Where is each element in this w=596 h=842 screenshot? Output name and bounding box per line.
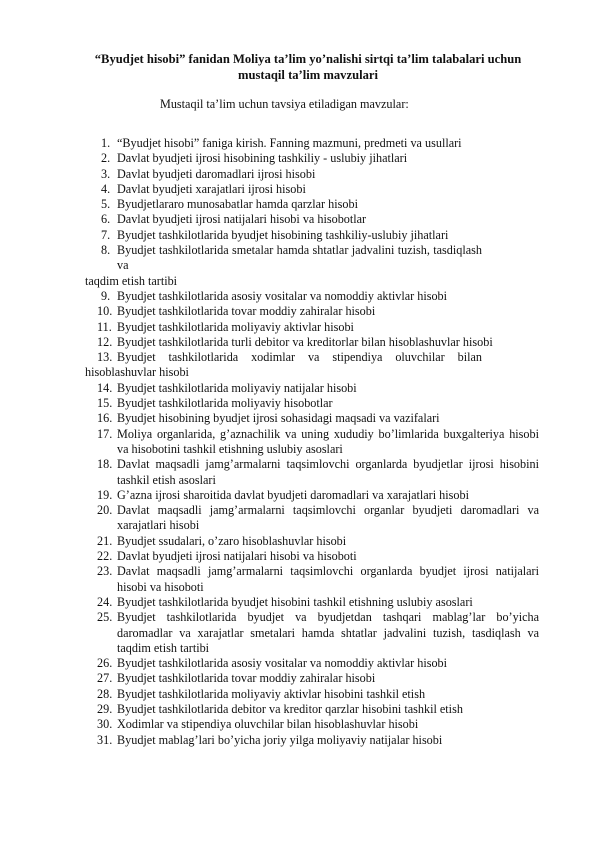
list-item-text: Byudjet tashkilotlarida debitor va kreditor qarzlar hisobini tashkil etish <box>117 701 463 716</box>
list-item-number: 18. <box>97 457 113 472</box>
list-item-number: 21. <box>97 533 113 548</box>
list-item <box>0 702 596 717</box>
list-item-text: Davlat byudjeti xarajatlari ijrosi hisobi <box>117 181 306 196</box>
list-item-number: 2. <box>101 151 111 166</box>
list-item-number: 30. <box>97 717 113 732</box>
list-item-number: 26. <box>97 656 113 671</box>
list-item-number: 16. <box>97 411 113 426</box>
list-item-text: Byudjet tashkilotlarida moliyaviy natijalar hisobi <box>117 380 357 395</box>
list-item-number: 22. <box>97 549 113 564</box>
list-item-number: 11. <box>97 319 112 334</box>
list-item-text: Moliya organlarida, g’aznachilik va uning xududiy bo’limlarida buxgalteriya hisobi va hisobotini tashkil etishning uslubiy asoslari <box>117 426 539 456</box>
list-item-number: 12. <box>97 334 113 349</box>
list-item-text: Davlat maqsadli jamg’armalarni taqsimlovchi organlar byudjeti daromadlari va xarajatlari hisobi <box>117 503 539 533</box>
topic-list <box>0 136 596 748</box>
list-item <box>0 289 596 304</box>
list-item-number: 5. <box>101 197 111 212</box>
list-item-text: Davlat maqsadli jamg’armalarni taqsimlovchi organlarda byudjet ijrosi natijalari hisobi va hisoboti <box>117 564 539 594</box>
list-item-text: Byudjet tashkilotlarida moliyaviy aktivlar hisobi <box>117 319 354 334</box>
list-item-text: Byudjet tashkilotlarida smetalar hamda shtatlar jadvalini tuzish, tasdiqlash va <box>117 243 482 273</box>
list-item <box>0 304 596 319</box>
list-item <box>0 212 596 227</box>
list-item <box>0 656 596 671</box>
list-item <box>0 335 596 350</box>
list-item <box>0 733 596 748</box>
list-item-text: Byudjet tashkilotlarida tovar moddiy zahiralar hisobi <box>117 304 376 319</box>
list-item-text: Byudjet tashkilotlarida xodimlar va stipendiya oluvchilar bilan <box>117 350 482 365</box>
list-item-number: 31. <box>97 732 113 747</box>
list-item-number: 13. <box>97 350 113 365</box>
list-item-number: 24. <box>97 594 113 609</box>
list-item-text: “Byudjet hisobi” faniga kirish. Fanning mazmuni, predmeti va usullari <box>117 136 462 150</box>
list-item-number: 10. <box>97 304 113 319</box>
list-item <box>0 534 596 549</box>
list-item-number: 19. <box>97 487 113 502</box>
list-item-number: 7. <box>101 227 111 242</box>
list-item <box>0 687 596 702</box>
list-item-text: Byudjet ssudalari, o’zaro hisoblashuvlar hisobi <box>117 533 347 548</box>
list-item <box>0 320 596 335</box>
list-item-text: Davlat byudjeti ijrosi hisobining tashkiliy - uslubiy jihatlari <box>117 151 408 166</box>
list-item <box>0 564 596 595</box>
list-item-number: 15. <box>97 396 113 411</box>
list-item <box>0 350 596 381</box>
list-item-text: Byudjet tashkilotlarida asosiy vositalar va nomoddiy aktivlar hisobi <box>117 656 448 671</box>
list-item-text: Byudjet tashkilotlarida byudjet hisobini tashkil etishning uslubiy asoslari <box>117 594 473 609</box>
list-item <box>0 671 596 686</box>
list-item <box>0 167 596 182</box>
list-item <box>0 427 596 458</box>
list-item-text: G’azna ijrosi sharoitida davlat byudjeti daromadlari va xarajatlari hisobi <box>117 487 469 502</box>
document-subtitle: Mustaqil ta’lim uchun tavsiya etiladigan mavzular: <box>160 97 409 111</box>
list-item-number: 28. <box>97 686 113 701</box>
list-item <box>0 182 596 197</box>
list-item-number: 29. <box>97 701 113 716</box>
list-item-text: Xodimlar va stipendiya oluvchilar bilan hisoblashuvlar hisobi <box>117 717 419 732</box>
list-item <box>0 411 596 426</box>
list-item-text: Davlat byudjeti ijrosi natijalari hisobi va hisoboti <box>117 549 357 564</box>
list-item-number: 9. <box>101 288 111 303</box>
list-item-text: Byudjet tashkilotlarida turli debitor va kreditorlar bilan hisoblashuvlar hisobi <box>117 334 493 349</box>
list-item-text: Byudjet mablag’lari bo’yicha joriy yilga moliyaviy natijalar hisobi <box>117 732 443 747</box>
list-item-text: Byudjet hisobining byudjet ijrosi sohasidagi maqsadi va vazifalari <box>117 411 440 426</box>
list-item <box>0 610 596 656</box>
list-item <box>0 151 596 166</box>
list-item-number: 17. <box>97 426 113 441</box>
list-item <box>0 243 596 289</box>
list-item-text-continued: hisoblashuvlar hisobi <box>85 365 189 380</box>
list-item-number: 1. <box>101 136 111 150</box>
list-item-number: 4. <box>101 181 111 196</box>
list-item-number: 8. <box>101 243 111 258</box>
list-item-number: 23. <box>97 564 113 579</box>
list-item-number: 3. <box>101 166 111 181</box>
list-item <box>0 396 596 411</box>
list-item-text-continued: taqdim etish tartibi <box>85 273 178 288</box>
list-item <box>0 228 596 243</box>
list-item-text: Byudjet tashkilotlarida byudjet hisobining tashkiliy-uslubiy jihatlari <box>117 227 449 242</box>
list-item-number: 25. <box>97 610 113 625</box>
list-item <box>0 136 596 151</box>
list-item-number: 20. <box>97 503 113 518</box>
list-item <box>0 457 596 488</box>
list-item-text: Byudjet tashkilotlarida tovar moddiy zahiralar hisobi <box>117 671 376 686</box>
list-item-text: Davlat byudjeti daromadlari ijrosi hisobi <box>117 166 316 181</box>
list-item-text: Byudjet tashkilotlarida moliyaviy aktivlar hisobini tashkil etish <box>117 686 426 701</box>
list-item-text: Davlat maqsadli jamg’armalarni taqsimlovchi organlarda byudjetlar ijrosi hisobini tashkil etish asoslari <box>117 457 539 487</box>
list-item-text: Byudjet tashkilotlarida asosiy vositalar va nomoddiy aktivlar hisobi <box>117 288 448 303</box>
list-item-number: 14. <box>97 380 113 395</box>
list-item <box>0 595 596 610</box>
list-item <box>0 717 596 732</box>
list-item <box>0 197 596 212</box>
list-item-number: 6. <box>101 212 111 227</box>
list-item-text: Byudjetlararo munosabatlar hamda qarzlar hisobi <box>117 197 358 212</box>
list-item-text: Byudjet tashkilotlarida byudjet va byudjetdan tashqari mablag’lar bo’yicha daromadlar va xarajatlar smetalari hamda shtatlar jadvalini tuzish, tasdiqlash va taqdim etish tartibi <box>117 610 539 655</box>
list-item <box>0 549 596 564</box>
document-title: “Byudjet hisobi” fanidan Moliya ta’lim yo’nalishi sirtqi ta’lim talabalari uchun mustaqil ta’lim mavzulari <box>94 52 522 82</box>
list-item-text: Davlat byudjeti ijrosi natijalari hisobi va hisobotlar <box>117 212 367 227</box>
list-item-text: Byudjet tashkilotlarida moliyaviy hisobotlar <box>117 396 333 411</box>
list-item-number: 27. <box>97 671 113 686</box>
list-item <box>0 503 596 534</box>
list-item <box>0 488 596 503</box>
list-item <box>0 381 596 396</box>
